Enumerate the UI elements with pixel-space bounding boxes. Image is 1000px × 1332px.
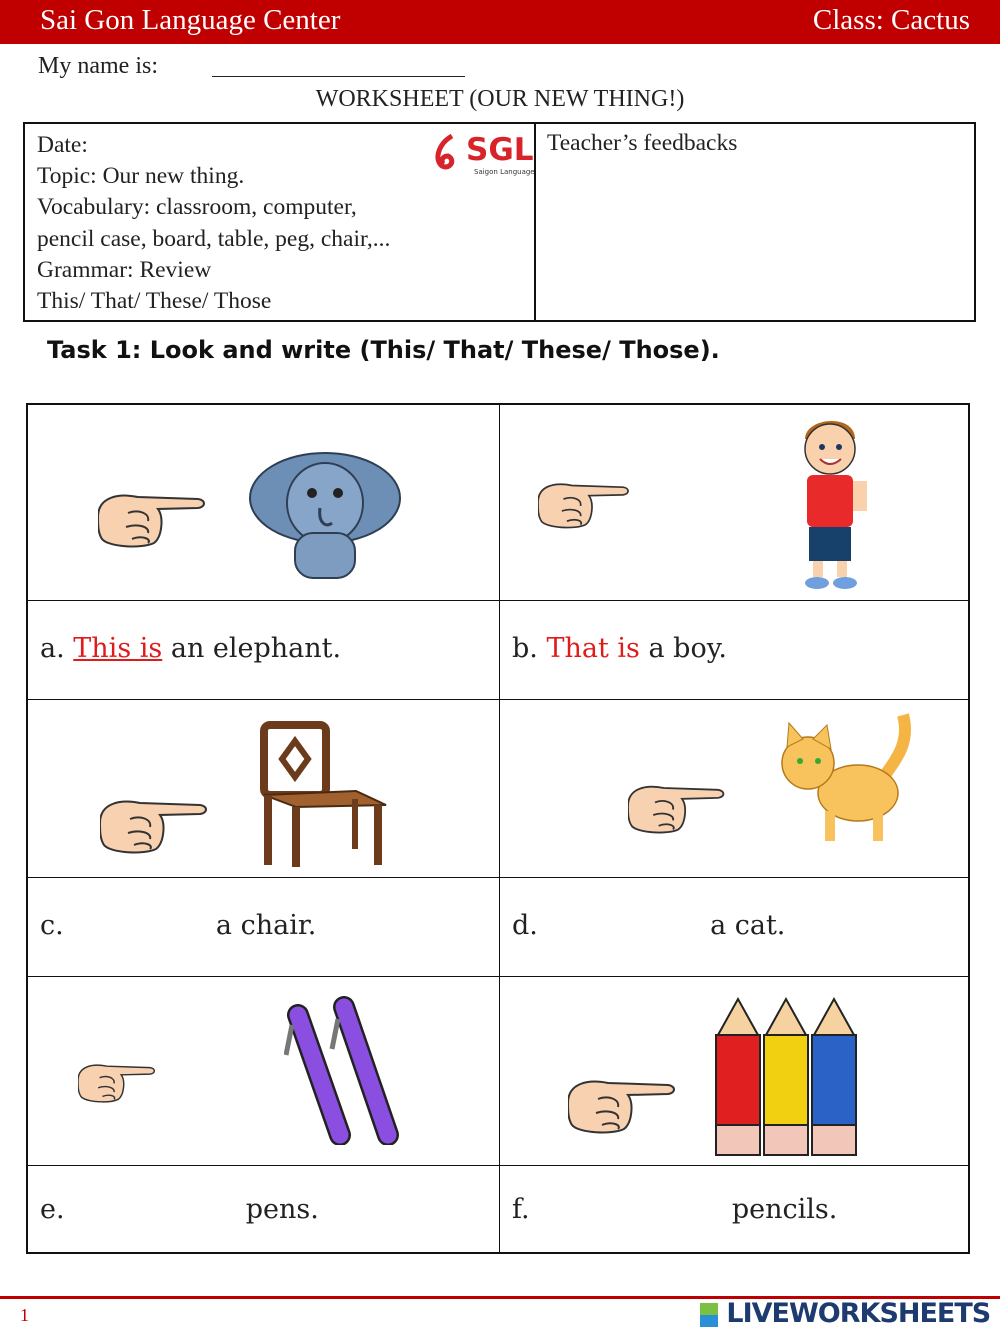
answer-row-d [512, 910, 785, 941]
item-letter: d. [512, 910, 538, 941]
name-label: My name is: [38, 53, 158, 79]
grammar-line: Grammar: Review [37, 256, 212, 283]
lesson-info [37, 130, 390, 317]
item-letter: e. [40, 1194, 65, 1225]
pointing-hand-icon [568, 1073, 728, 1138]
answer-row-c [40, 910, 316, 941]
center-name: Sai Gon Language Center [40, 4, 341, 36]
answer-row-b [512, 633, 727, 664]
cat-picture [763, 711, 913, 851]
date-line: Date: [37, 132, 88, 158]
grammar-line-2: This/ That/ These/ Those [37, 288, 272, 315]
item-text: a chair. [215, 910, 317, 941]
item-text: a cat. [710, 910, 786, 941]
item-text: a boy. [648, 633, 727, 664]
pencils-picture [708, 995, 873, 1160]
pointing-hand-icon [78, 1059, 193, 1105]
item-letter: f. [512, 1194, 530, 1225]
elephant-picture [240, 423, 410, 583]
answer-input-b[interactable]: That is [546, 633, 640, 664]
item-letter: b. [512, 633, 538, 664]
name-input-line[interactable] [212, 76, 465, 77]
class-label: Class: Cactus [812, 4, 970, 36]
item-letter: a. [40, 633, 65, 664]
pointing-hand-icon [538, 477, 663, 533]
item-letter: c. [40, 910, 64, 941]
pens-picture [284, 995, 414, 1145]
pointing-hand-icon [628, 779, 773, 835]
chair-picture [256, 721, 391, 871]
vocab-line-2: pencil case, board, table, peg, chair,... [37, 225, 391, 252]
answer-row-a [40, 633, 341, 664]
topic-line: Topic: Our new thing. [37, 163, 245, 190]
boy-picture [793, 411, 893, 591]
liveworksheets-logo: LIVEWORKSHEETS [700, 1298, 990, 1329]
sgl-logo: SGL Saigon Language [430, 130, 535, 182]
teacher-feedback-label: Teacher’s feedbacks [547, 130, 738, 156]
item-text: pens. [245, 1194, 319, 1225]
answer-input-a[interactable]: This is [73, 633, 163, 664]
liveworksheets-icon [700, 1303, 718, 1327]
answer-row-f [512, 1194, 837, 1225]
item-text: an elephant. [170, 633, 342, 664]
page-number: 1 [20, 1305, 29, 1325]
answer-row-e [40, 1194, 319, 1225]
pointing-hand-icon [100, 793, 260, 858]
exercise-table [26, 403, 970, 1254]
item-text: pencils. [731, 1194, 838, 1225]
header-bar [0, 0, 1000, 44]
vocab-line: Vocabulary: classroom, computer, [37, 194, 357, 221]
pointing-hand-icon [98, 487, 243, 552]
info-table [23, 122, 976, 322]
worksheet-title: WORKSHEET (OUR NEW THING!) [315, 86, 685, 112]
task-title: Task 1: Look and write (This/ That/ These/ Those). [47, 336, 720, 364]
